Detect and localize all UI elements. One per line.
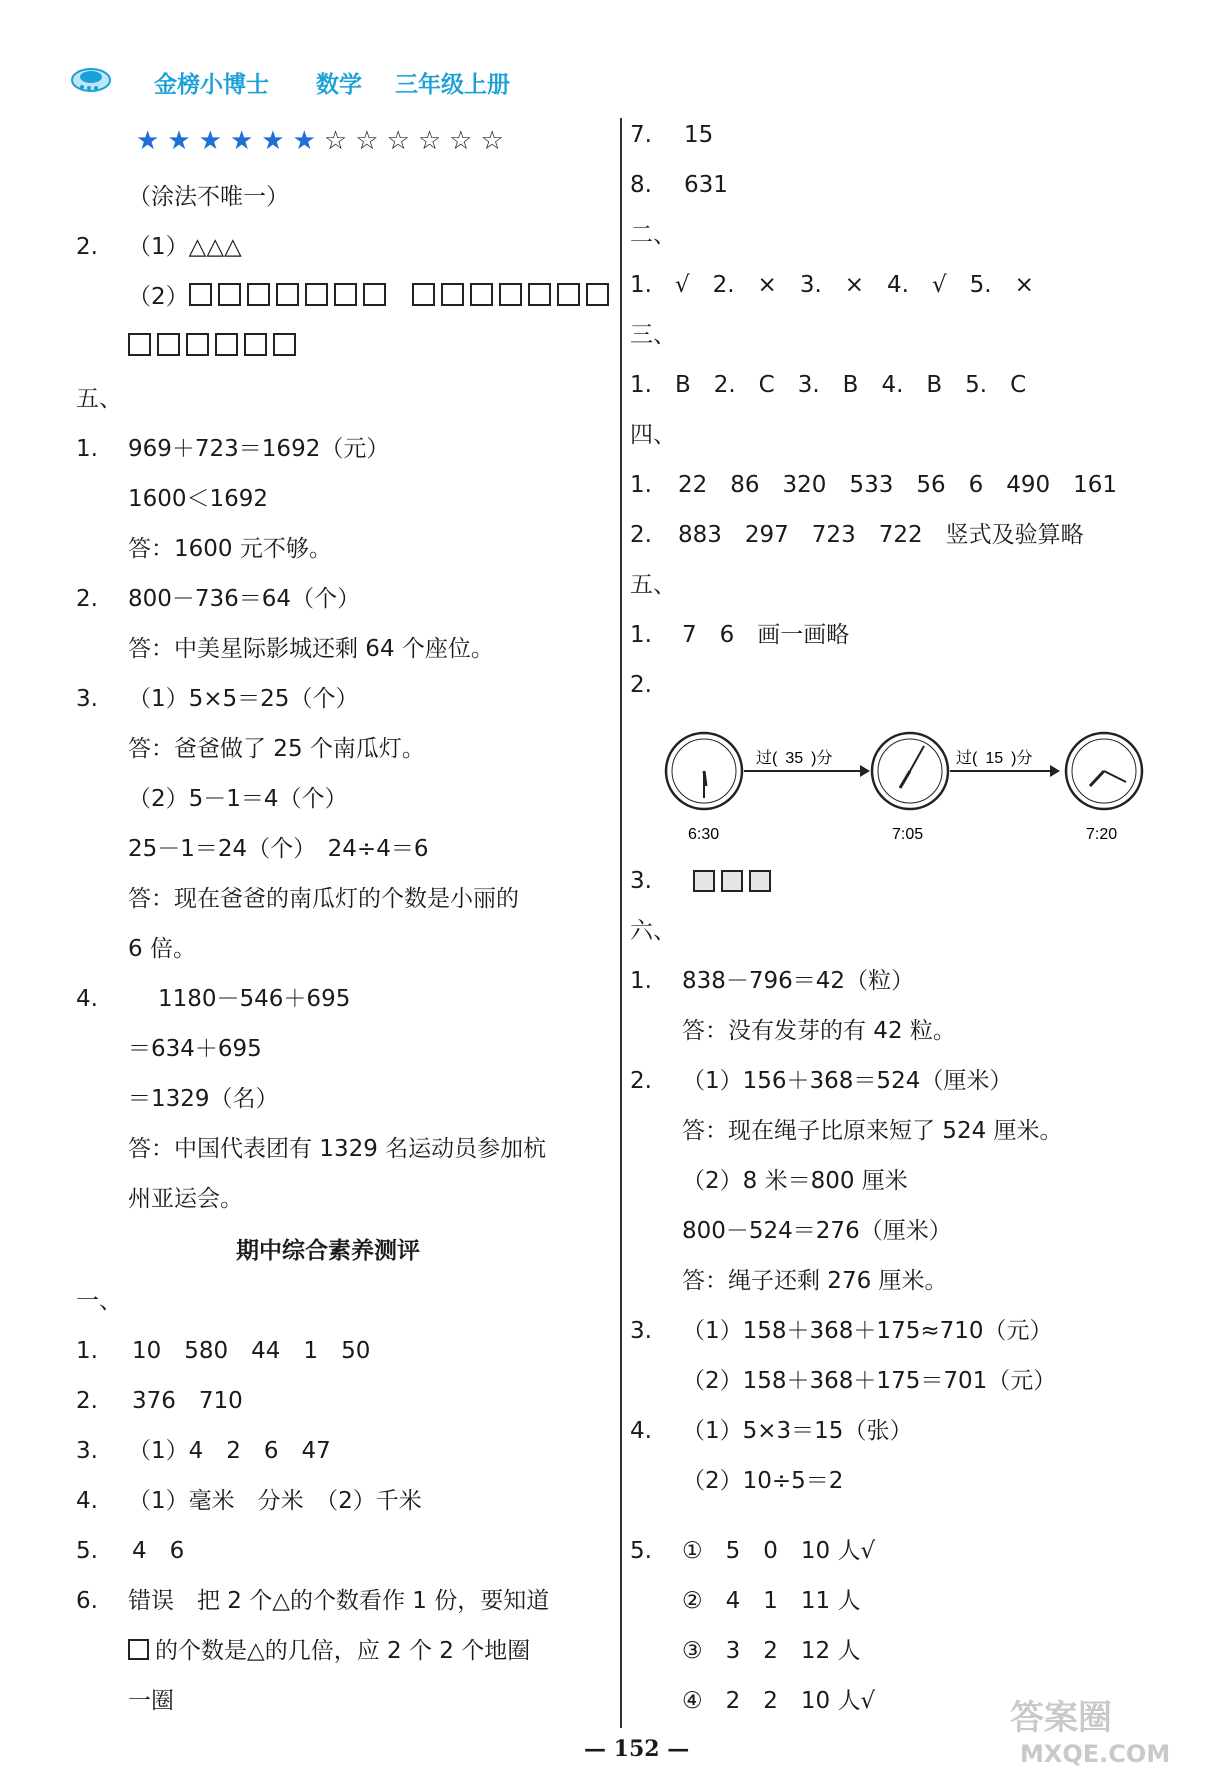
square-icon (186, 333, 209, 356)
answer-line: 答：绳子还剩 276 厘米。 (682, 1268, 948, 1294)
square-icon (586, 283, 609, 306)
answer-text: 的个数是△的几倍，应 2 个 2 个地圈 (155, 1638, 531, 1664)
three-squares (693, 870, 777, 894)
sub-label: （2） (128, 284, 189, 310)
item-number: 7. (630, 122, 652, 148)
table-row: ③ 3 2 12 人 (682, 1638, 861, 1664)
section-heading: 一、 (76, 1288, 122, 1314)
item-number: 6. (76, 1588, 98, 1614)
item-number: 3. (630, 1318, 652, 1344)
item-number: 5. (76, 1538, 98, 1564)
answer-line: 883 297 723 722 竖式及验算略 (678, 522, 1084, 548)
watermark: 答案圈 (1010, 1698, 1112, 1738)
answer-line: 1. B 2. C 3. B 4. B 5. C (630, 372, 1027, 398)
answer-line: 答：没有发芽的有 42 粒。 (682, 1018, 956, 1044)
answer-line: 答：现在绳子比原来短了 524 厘米。 (682, 1118, 1063, 1144)
item-number: 2. (76, 234, 98, 260)
star-rating (136, 126, 512, 156)
item-number: 1. (76, 1338, 98, 1364)
item-number: 2. (630, 522, 652, 548)
item-number: 1. (76, 436, 98, 462)
answer-line: 错误 把 2 个△的个数看作 1 份，要知道 (128, 1588, 550, 1614)
item-number: 3. (76, 1438, 98, 1464)
table-row: ① 5 0 10 人√ (682, 1538, 876, 1564)
square-icon (441, 283, 464, 306)
header-series: 金榜小博士 (154, 72, 269, 98)
empty-star-icon: ☆ (323, 126, 356, 156)
clock-2-time: 7:05 (892, 826, 924, 843)
gap-2-label: 过( 15 )分 (956, 750, 1033, 767)
gap-1-label: 过( 35 )分 (756, 750, 833, 767)
answer-line: 一圈 (128, 1688, 174, 1714)
answer-line: 答：爸爸做了 25 个南瓜灯。 (128, 736, 425, 762)
square-icon (693, 870, 715, 892)
answer-line: 800－736＝64（个） (128, 586, 361, 612)
square-icon (215, 333, 238, 356)
item-number: 4. (76, 1488, 98, 1514)
empty-star-icon: ☆ (386, 126, 418, 156)
answer-line: （2）8 米＝800 厘米 (682, 1168, 908, 1194)
clock-1-time: 6:30 (688, 826, 720, 843)
square-icon (528, 283, 551, 306)
square-icon (273, 333, 296, 356)
table-row: ② 4 1 11 人 (682, 1588, 861, 1614)
answer-line: 答：中美星际影城还剩 64 个座位。 (128, 636, 494, 662)
clock-3 (1066, 733, 1142, 809)
header-grade: 三年级上册 (395, 72, 510, 98)
answer-line: 10 580 44 1 50 (132, 1338, 371, 1364)
square-icon (128, 333, 151, 356)
square-icon (412, 283, 435, 306)
answer-line: 1600＜1692 (128, 486, 269, 512)
answer-line: 答：中国代表团有 1329 名运动员参加杭 (128, 1136, 547, 1162)
answer-line: 4 6 (132, 1538, 185, 1564)
answer-line: 969＋723＝1692（元） (128, 436, 390, 462)
square-icon (218, 283, 241, 306)
answer-line: （1）158＋368＋175≈710（元） (682, 1318, 1053, 1344)
answer-line: 7 6 画一画略 (682, 622, 850, 648)
item-number: 1. (630, 472, 652, 498)
answer-line: 838－796＝42（粒） (682, 968, 915, 994)
squares-row-1 (128, 282, 615, 312)
answer-line: 6 倍。 (128, 936, 196, 962)
answer-line: 25－1＝24（个） 24÷4＝6 (128, 836, 429, 862)
answer-line: ＝1329（名） (128, 1086, 279, 1112)
filled-star-icon: ★ (292, 126, 324, 156)
section-heading: 五、 (630, 572, 676, 598)
answer-line: （2）5－1＝4（个） (128, 786, 348, 812)
answer-line: 800－524＝276（厘米） (682, 1218, 952, 1244)
section-heading: 六、 (630, 918, 676, 944)
section-heading: 三、 (630, 322, 676, 348)
triangles-answer: （1）△△△ (128, 234, 242, 260)
clock-1 (666, 733, 742, 809)
answer-line: （1）毫米 分米 （2）千米 (128, 1488, 422, 1514)
clock-2 (872, 733, 948, 809)
item-number: 2. (630, 1068, 652, 1094)
brand-logo-icon (70, 66, 112, 94)
empty-star-icon: ☆ (449, 126, 481, 156)
filled-star-icon: ★ (136, 126, 168, 156)
item-number: 1. (630, 622, 652, 648)
answer-line: ＝634＋695 (128, 1036, 262, 1062)
item-number: 8. (630, 172, 652, 198)
answer-line: 22 86 320 533 56 6 490 161 (678, 472, 1118, 498)
answer-line: 376 710 (132, 1388, 243, 1414)
section-title: 期中综合素养测评 (236, 1238, 420, 1264)
square-icon (721, 870, 743, 892)
square-icon (499, 283, 522, 306)
square-icon (247, 283, 270, 306)
item-number: 5. (630, 1538, 652, 1564)
answer-line: 答：1600 元不够。 (128, 536, 332, 562)
filled-star-icon: ★ (167, 126, 199, 156)
square-icon (189, 283, 212, 306)
item-number: 1. (630, 968, 652, 994)
answer-line: 15 (684, 122, 714, 148)
square-icon (157, 333, 180, 356)
answer-line (128, 1636, 530, 1666)
watermark-url: MXQE.COM (1020, 1740, 1171, 1768)
square-group-a (189, 284, 392, 310)
square-icon (749, 870, 771, 892)
section-heading: 五、 (76, 386, 122, 412)
filled-star-icon: ★ (229, 126, 262, 156)
item-number: 2. (630, 672, 652, 698)
answer-line: （2）10÷5＝2 (682, 1468, 844, 1494)
answer-line: （2）158＋368＋175＝701（元） (682, 1368, 1057, 1394)
section-heading: 四、 (630, 422, 676, 448)
answer-line: （1）5×3＝15（张） (682, 1418, 913, 1444)
item-number: 3. (76, 686, 98, 712)
answer-line: （1）5×5＝25（个） (128, 686, 359, 712)
square-icon (557, 283, 580, 306)
empty-star-icon: ☆ (355, 126, 387, 156)
answer-line: 答：现在爸爸的南瓜灯的个数是小丽的 (128, 886, 519, 912)
square-icon (276, 283, 299, 306)
note-text: （涂法不唯一） (128, 184, 289, 210)
answer-line: 1180－546＋695 (158, 986, 351, 1012)
item-number: 4. (76, 986, 98, 1012)
empty-star-icon: ☆ (480, 126, 512, 156)
square-icon (244, 333, 267, 356)
answer-line: 州亚运会。 (128, 1186, 243, 1212)
square-icon (334, 283, 357, 306)
clock-diagram (660, 726, 1160, 844)
square-icon (305, 283, 328, 306)
filled-star-icon: ★ (261, 126, 293, 156)
item-number: 2. (76, 1388, 98, 1414)
header-subject: 数学 (316, 72, 362, 98)
filled-star-icon: ★ (198, 126, 230, 156)
clock-3-time: 7:20 (1086, 826, 1118, 843)
square-icon (363, 283, 386, 306)
answer-line: （1）4 2 6 47 (128, 1438, 331, 1464)
square-group-c (128, 334, 302, 360)
square-icon (470, 283, 493, 306)
table-row: ④ 2 2 10 人√ (682, 1688, 876, 1714)
answer-line: 631 (684, 172, 728, 198)
item-number: 2. (76, 586, 98, 612)
page-number: — 152 — (584, 1736, 690, 1762)
square-group-b (412, 284, 615, 310)
section-heading: 二、 (630, 222, 676, 248)
squares-row-2 (128, 332, 302, 362)
item-number: 3. (630, 868, 652, 894)
column-divider (620, 118, 622, 1728)
empty-star-icon: ☆ (417, 126, 450, 156)
answer-line: （1）156＋368＝524（厘米） (682, 1068, 1013, 1094)
answer-line: 1. √ 2. × 3. × 4. √ 5. × (630, 272, 1034, 298)
item-number: 4. (630, 1418, 652, 1444)
square-icon (128, 1639, 149, 1660)
